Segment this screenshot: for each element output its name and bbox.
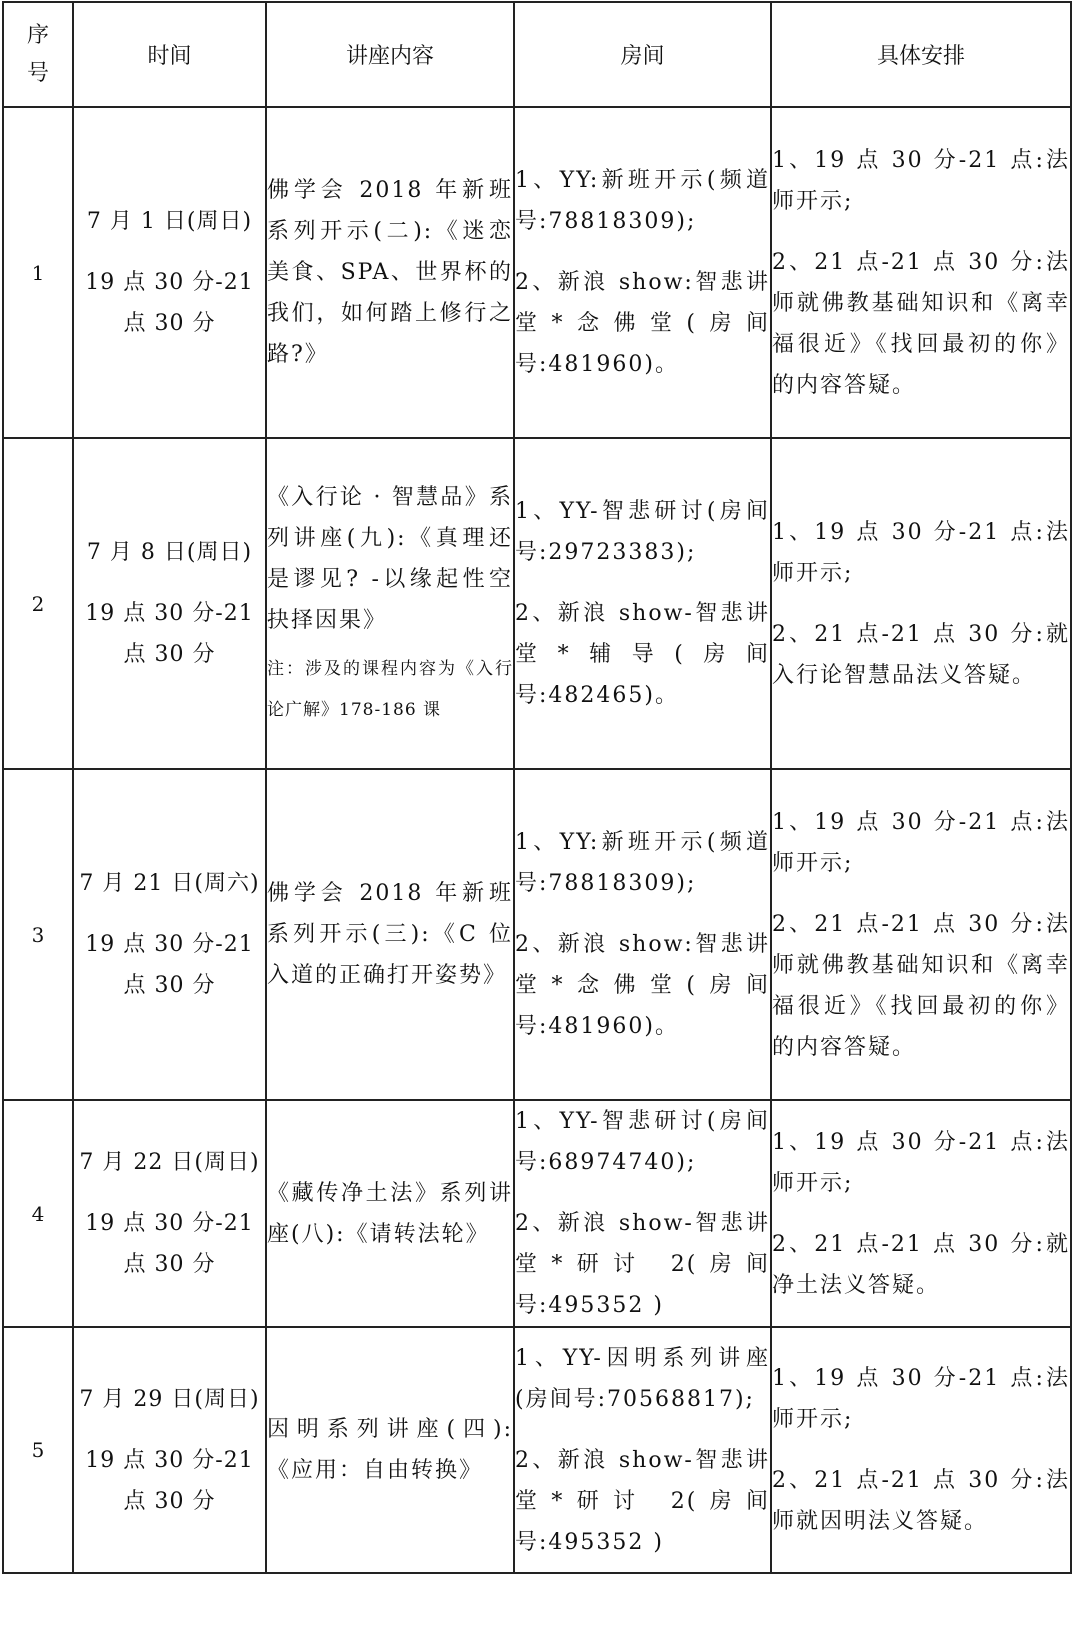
header-plan: 具体安排 (771, 2, 1071, 107)
row-plan-line-1: 1、19 点 30 分-21 点:法师开示; (772, 147, 1070, 214)
row-plan-line-2: 2、21 点-21 点 30 分:就净土法义答疑。 (772, 1231, 1070, 1298)
row-plan-line-1: 1、19 点 30 分-21 点:法师开示; (772, 1129, 1070, 1196)
row-content-note: 注：涉及的课程内容为《入行论广解》178-186 课 (267, 658, 513, 720)
row-room (514, 107, 771, 438)
row-plan (771, 107, 1071, 438)
row-plan-line-1: 1、19 点 30 分-21 点:法师开示; (772, 809, 1070, 876)
row-plan (771, 1100, 1071, 1327)
table-row (3, 107, 1071, 438)
header-time: 时间 (73, 2, 266, 107)
table-row (3, 438, 1071, 769)
header-seq-char-1: 序 (26, 22, 49, 48)
row-room-line-2: 2、新浪 show-智悲讲堂*辅导(房间号:482465)。 (515, 601, 770, 708)
row-room (514, 438, 771, 769)
row-content-title: 佛学会 2018 年新班系列开示(二):《迷恋美食、SPA、世界杯的我们，如何踏上修行之路?》 (267, 178, 513, 367)
row-plan-line-2: 2、21 点-21 点 30 分:法师就佛教基础知识和《离幸福很近》《找回最初的你》的内容答疑。 (772, 911, 1070, 1060)
row-plan-line-2: 2、21 点-21 点 30 分:法师就佛教基础知识和《离幸福很近》《找回最初的你》的内容答疑。 (772, 249, 1070, 398)
row-plan-line-1: 1、19 点 30 分-21 点:法师开示; (772, 1366, 1070, 1432)
row-room-line-2: 2、新浪 show-智悲讲堂*研讨 2(房间号:495352 ) (515, 1447, 770, 1555)
row-time (73, 438, 266, 769)
row-room (514, 1327, 771, 1573)
row-plan-line-1: 1、19 点 30 分-21 点:法师开示; (772, 519, 1070, 586)
row-room-line-2: 2、新浪 show:智悲讲堂*念佛堂(房间号:481960)。 (515, 932, 770, 1039)
row-seq: 4 (3, 1100, 73, 1327)
header-seq-char-2: 号 (26, 60, 49, 86)
row-seq: 1 (3, 107, 73, 438)
row-plan-line-2: 2、21 点-21 点 30 分:法师就因明法义答疑。 (772, 1468, 1070, 1534)
row-plan-line-2: 2、21 点-21 点 30 分:就入行论智慧品法义答疑。 (772, 621, 1070, 688)
row-date: 7 月 8 日(周日) (86, 540, 253, 565)
row-room-line-2: 2、新浪 show-智悲讲堂*研讨 2(房间号:495352 ) (515, 1211, 770, 1318)
row-content-title: 《入行论 · 智慧品》系列讲座(九):《真理还是谬见? -以缘起性空抉择因果》 (267, 484, 513, 633)
row-time (73, 1100, 266, 1327)
row-date: 7 月 1 日(周日) (86, 209, 253, 234)
row-hours: 19 点 30 分-21 点 30 分 (85, 1211, 254, 1277)
row-hours: 19 点 30 分-21 点 30 分 (85, 1447, 254, 1514)
row-content-title: 《藏传净土法》系列讲座(八):《请转法轮》 (267, 1180, 513, 1247)
header-seq (3, 2, 73, 107)
row-room-line-1: 1、YY:新班开示(频道号:78818309); (515, 830, 770, 896)
row-seq: 3 (3, 769, 73, 1100)
row-content-title: 因明系列讲座(四):《应用：自由转换》 (267, 1417, 513, 1483)
table-row (3, 769, 1071, 1100)
table-row (3, 1327, 1071, 1573)
row-room-line-1: 1、YY-智悲研讨(房间号:68974740); (515, 1109, 770, 1175)
row-room-line-1: 1、YY-智悲研讨(房间号:29723383); (515, 499, 770, 565)
table-row (3, 1100, 1071, 1327)
row-seq: 5 (3, 1327, 73, 1573)
row-hours: 19 点 30 分-21 点 30 分 (85, 601, 254, 667)
row-room (514, 1100, 771, 1327)
row-content (266, 107, 514, 438)
row-room-line-2: 2、新浪 show:智悲讲堂*念佛堂(房间号:481960)。 (515, 270, 770, 377)
row-hours: 19 点 30 分-21 点 30 分 (85, 270, 254, 336)
row-date: 7 月 29 日(周日) (79, 1386, 260, 1412)
row-content (266, 438, 514, 769)
row-date: 7 月 22 日(周日) (79, 1150, 260, 1175)
row-hours: 19 点 30 分-21 点 30 分 (85, 932, 254, 998)
header-row (3, 2, 1071, 107)
row-room-line-1: 1、YY-因明系列讲座(房间号:70568817); (515, 1345, 770, 1412)
row-date: 7 月 21 日(周六) (79, 871, 260, 896)
row-time (73, 107, 266, 438)
row-time (73, 769, 266, 1100)
row-room (514, 769, 771, 1100)
row-content-title: 佛学会 2018 年新班系列开示(三):《C 位入道的正确打开姿势》 (267, 881, 513, 988)
row-plan (771, 769, 1071, 1100)
row-content (266, 1100, 514, 1327)
lecture-schedule-table (2, 1, 1072, 1574)
header-room: 房间 (514, 2, 771, 107)
row-content (266, 769, 514, 1100)
row-time (73, 1327, 266, 1573)
header-content: 讲座内容 (266, 2, 514, 107)
row-plan (771, 438, 1071, 769)
row-seq: 2 (3, 438, 73, 769)
row-plan (771, 1327, 1071, 1573)
row-room-line-1: 1、YY:新班开示(频道号:78818309); (515, 168, 770, 234)
row-content (266, 1327, 514, 1573)
